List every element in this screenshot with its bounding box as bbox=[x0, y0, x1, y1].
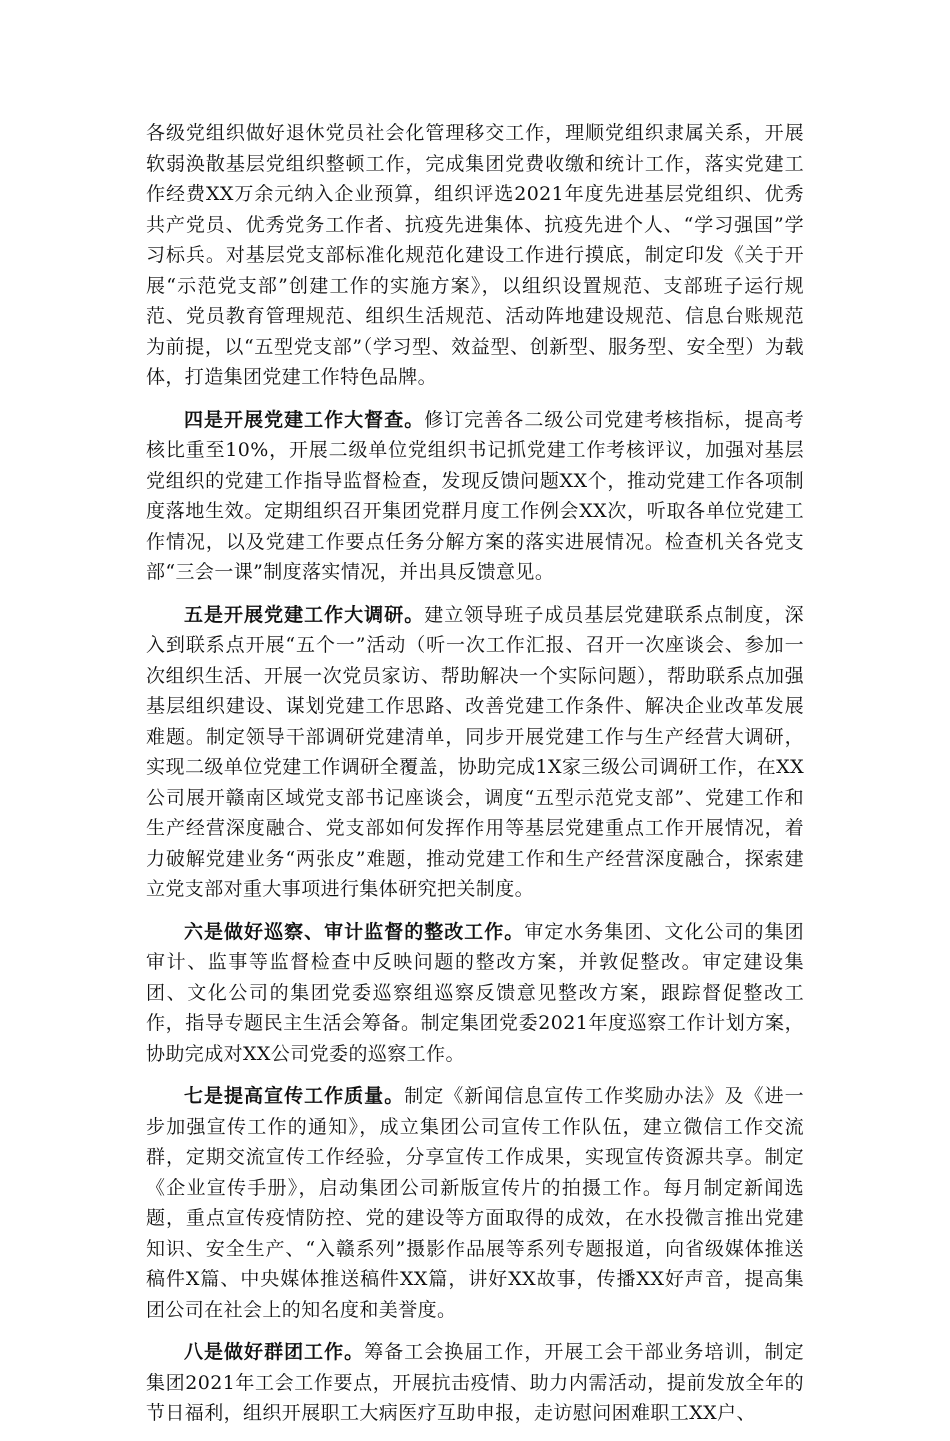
paragraph-2-heading: 四是开展党建工作大督查。 bbox=[184, 408, 425, 431]
paragraph-3 bbox=[146, 600, 804, 905]
paragraph-1 bbox=[146, 118, 804, 393]
paragraph-3-text: 建立领导班子成员基层党建联系点制度，深入到联系点开展“五个一”活动（听一次工作汇报、召开一次座谈会、参加一次组织生活、开展一次党员家访、帮助解决一个实际问题），帮助联系点加强基层组织建设、谋划党建工作思路、改善党建工作条件、解决企业改革发展难题。制定领导干部调研党建清单，同步开展党建工作与生产经营大调研，实现二级单位党建工作调研全覆盖，协助完成1X家三级公司调研工作，在XX公司展开赣南区域党支部书记座谈会，调度“五型示范党支部”、党建工作和生产经营深度融合、党支部如何发挥作用等基层党建重点工作开展情况，着力破解党建业务“两张皮”难题，推动党建工作和生产经营深度融合，探索建立党支部对重大事项进行集体研究把关制度。 bbox=[146, 603, 804, 900]
paragraph-5-text: 制定《新闻信息宣传工作奖励办法》及《进一步加强宣传工作的通知》，成立集团公司宣传工作队伍，建立微信工作交流群，定期交流宣传工作经验，分享宣传工作成果，实现宣传资源共享。制定《企业宣传手册》，启动集团公司新版宣传片的拍摄工作。每月制定新闻选题，重点宣传疫情防控、党的建设等方面取得的成效，在水投微言推出党建知识、安全生产、“入赣系列”摄影作品展等系列专题报道，向省级媒体推送稿件X篇、中央媒体推送稿件XX篇，讲好XX故事，传播XX好声音，提高集团公司在社会上的知名度和美誉度。 bbox=[146, 1085, 804, 1321]
paragraph-5-heading: 七是提高宣传工作质量。 bbox=[184, 1085, 405, 1107]
paragraph-3-heading: 五是开展党建工作大调研。 bbox=[184, 603, 425, 626]
paragraph-4 bbox=[146, 917, 804, 1070]
paragraph-6 bbox=[146, 1337, 804, 1429]
paragraph-6-text: 筹备工会换届工作，开展工会干部业务培训，制定集团2021年工会工作要点，开展抗击疫情、助力内需活动，提前发放全年的节日福利，组织开展职工大病医疗互助申报，走访慰问困难职工XX户、 bbox=[146, 1341, 804, 1424]
paragraph-2-text: 修订完善各二级公司党建考核指标，提高考核比重至10%，开展二级单位党组织书记抓党建工作考核评议，加强对基层党组织的党建工作指导监督检查，发现反馈问题XX个，推动党建工作各项制度落地生效。定期组织召开集团党群月度工作例会XX次，听取各单位党建工作情况，以及党建工作要点任务分解方案的落实进展情况。检查机关各党支部“三会一课”制度落实情况，并出具反馈意见。 bbox=[146, 408, 804, 583]
paragraph-2 bbox=[146, 405, 804, 588]
paragraph-4-text: 审定水务集团、文化公司的集团审计、监事等监督检查中反映问题的整改方案，并敦促整改。审定建设集团、文化公司的集团党委巡察组巡察反馈意见整改方案，跟踪督促整改工作，指导专题民主生活会筹备。制定集团党委2021年度巡察工作计划方案，协助完成对XX公司党委的巡察工作。 bbox=[146, 920, 804, 1065]
paragraph-6-heading: 八是做好群团工作。 bbox=[184, 1341, 365, 1363]
document-page bbox=[146, 118, 804, 1441]
paragraph-1-text: 各级党组织做好退休党员社会化管理移交工作，理顺党组织隶属关系，开展软弱涣散基层党组织整顿工作，完成集团党费收缴和统计工作，落实党建工作经费XX万余元纳入企业预算，组织评选2021年度先进基层党组织、优秀共产党员、优秀党务工作者、抗疫先进集体、抗疫先进个人、“学习强国”学习标兵。对基层党支部标准化规范化建设工作进行摸底，制定印发《关于开展“示范党支部”创建工作的实施方案》，以组织设置规范、支部班子运行规范、党员教育管理规范、组织生活规范、活动阵地建设规范、信息台账规范为前提，以“五型党支部”（学习型、效益型、创新型、服务型、安全型）为载体，打造集团党建工作特色品牌。 bbox=[146, 122, 804, 388]
paragraph-4-heading: 六是做好巡察、审计监督的整改工作。 bbox=[184, 920, 525, 943]
paragraph-5 bbox=[146, 1081, 804, 1325]
